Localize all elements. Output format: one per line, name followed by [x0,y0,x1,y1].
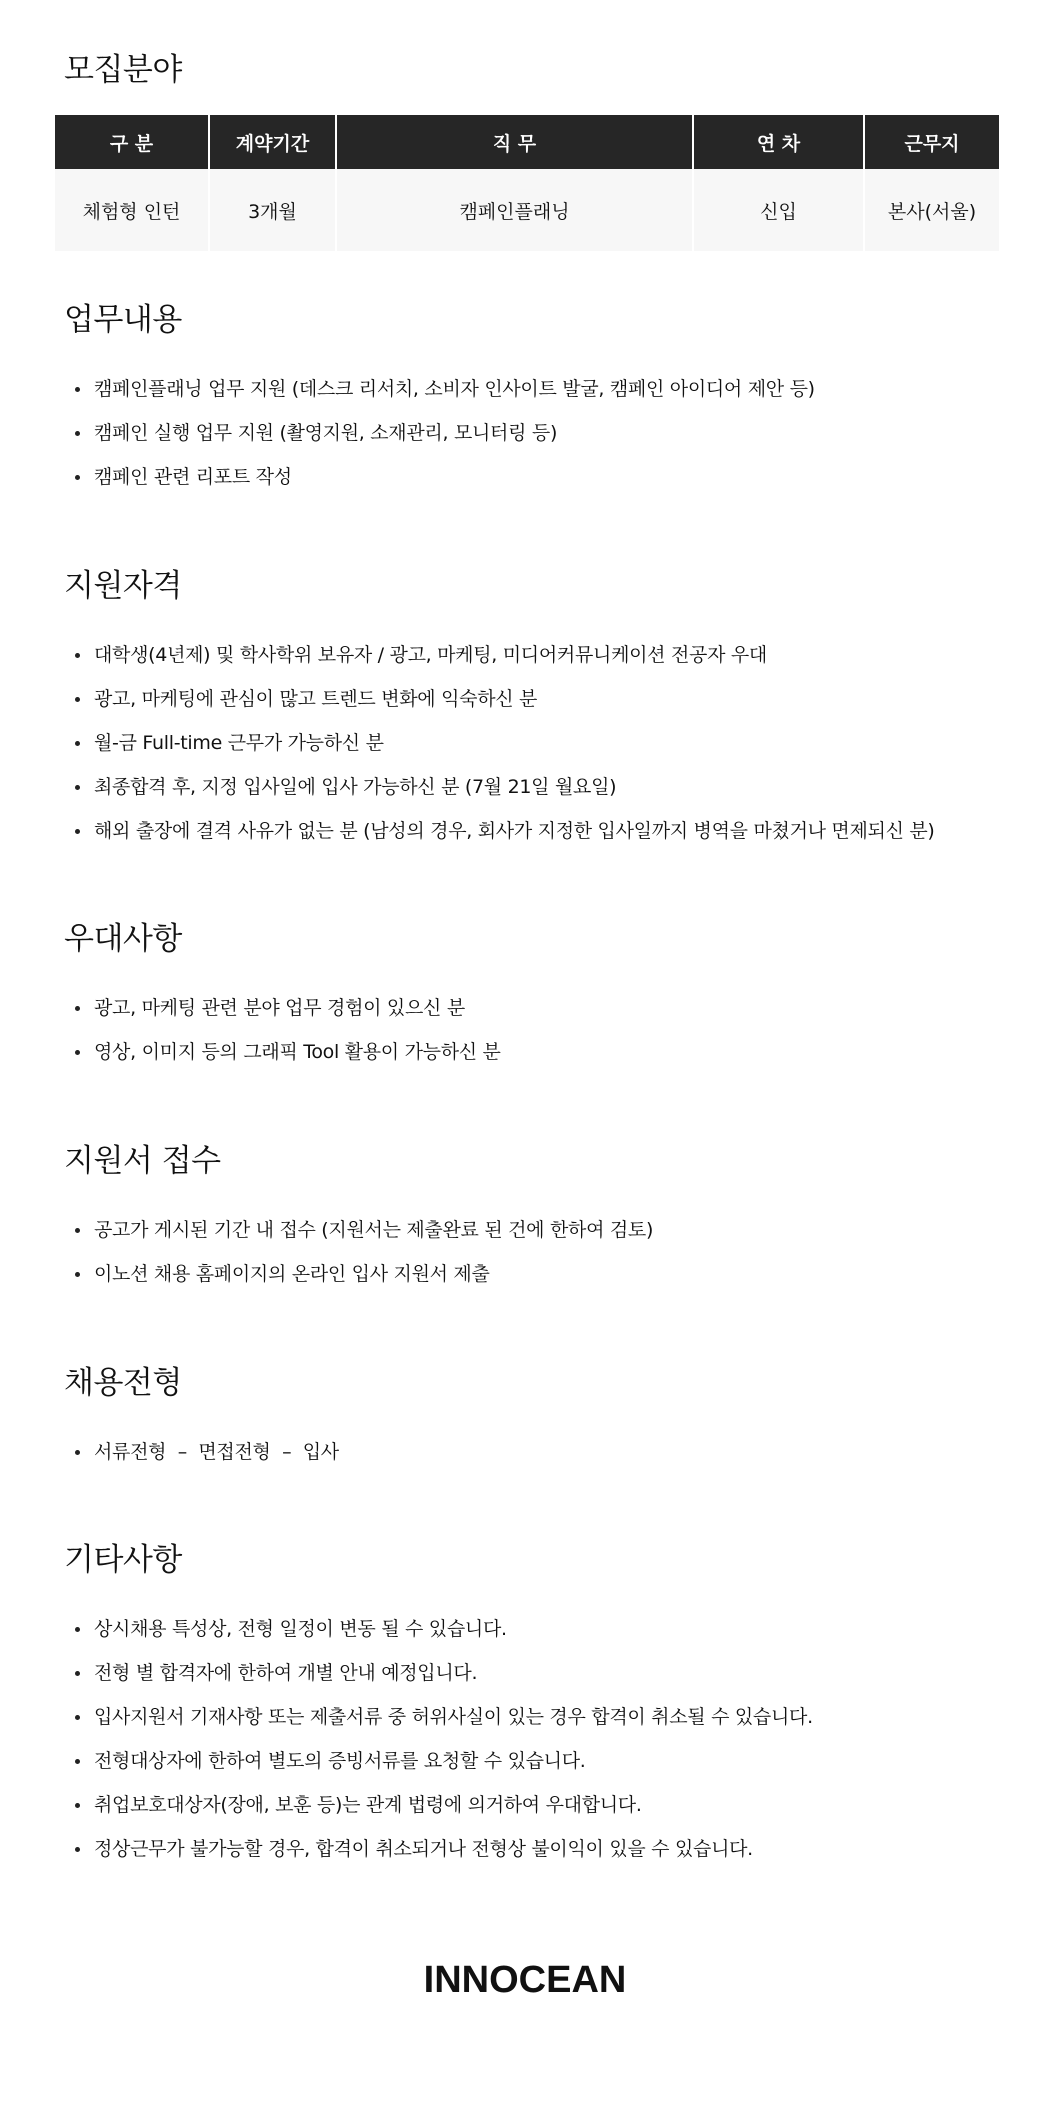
list-item: 이노션 채용 홈페이지의 온라인 입사 지원서 제출 [64,1252,653,1296]
application-section-title: 지원서 접수 [64,1143,221,1179]
list-item: 캠페인 관련 리포트 작성 [64,455,815,499]
duties-list [64,367,815,499]
preferences-section-title: 우대사항 [64,921,182,957]
duties-section-title: 업무내용 [64,302,182,338]
application-list [64,1208,653,1296]
list-item: 상시채용 특성상, 전형 일정이 변동 될 수 있습니다. [64,1607,813,1651]
table-row [55,169,999,251]
others-section-title: 기타사항 [64,1542,182,1578]
cell-location: 본사(서울) [865,169,999,251]
others-list [64,1607,813,1871]
header-location: 근무지 [865,115,999,169]
innocean-logo: INNOCEAN [423,1959,627,2001]
header-contract-period: 계약기간 [210,115,337,169]
list-item: 정상근무가 불가능할 경우, 합격이 취소되거나 전형상 불이익이 있을 수 있습니다. [64,1827,813,1871]
list-item: 전형대상자에 한하여 별도의 증빙서류를 요청할 수 있습니다. [64,1739,813,1783]
recruit-table-header-row [55,115,999,169]
header-job: 직 무 [337,115,694,169]
list-item: 월-금 Full-time 근무가 가능하신 분 [64,721,935,765]
list-item: 전형 별 합격자에 한하여 개별 안내 예정입니다. [64,1651,813,1695]
qualifications-section-title: 지원자격 [64,568,182,604]
qualifications-list [64,633,935,853]
cell-contract-period: 3개월 [210,169,337,251]
list-item: 취업보호대상자(장애, 보훈 등)는 관계 법령에 의거하여 우대합니다. [64,1783,813,1827]
list-item: 입사지원서 기재사항 또는 제출서류 중 허위사실이 있는 경우 합격이 취소될 수 있습니다. [64,1695,813,1739]
list-item: 최종합격 후, 지정 입사일에 입사 가능하신 분 (7월 21일 월요일) [64,765,935,809]
header-experience: 연 차 [694,115,865,169]
list-item: 대학생(4년제) 및 학사학위 보유자 / 광고, 마케팅, 미디어커뮤니케이션 전공자 우대 [64,633,935,677]
list-item: 광고, 마케팅에 관심이 많고 트렌드 변화에 익숙하신 분 [64,677,935,721]
process-section-title: 채용전형 [64,1365,182,1401]
cell-experience: 신입 [694,169,865,251]
list-item: 공고가 게시된 기간 내 접수 (지원서는 제출완료 된 건에 한하여 검토) [64,1208,653,1252]
cell-category: 체험형 인턴 [55,169,210,251]
list-item: 영상, 이미지 등의 그래픽 Tool 활용이 가능하신 분 [64,1030,501,1074]
list-item: 캠페인 실행 업무 지원 (촬영지원, 소재관리, 모니터링 등) [64,411,815,455]
process-list [64,1430,339,1474]
recruit-section-title: 모집분야 [64,52,182,88]
cell-job: 캠페인플래닝 [337,169,694,251]
list-item: 캠페인플래닝 업무 지원 (데스크 리서치, 소비자 인사이트 발굴, 캠페인 아이디어 제안 등) [64,367,815,411]
list-item: 광고, 마케팅 관련 분야 업무 경험이 있으신 분 [64,986,501,1030]
header-category: 구 분 [55,115,210,169]
preferences-list [64,986,501,1074]
list-item: 해외 출장에 결격 사유가 없는 분 (남성의 경우, 회사가 지정한 입사일까지 병역을 마쳤거나 면제되신 분) [64,809,935,853]
recruit-table [55,115,999,251]
list-item: 서류전형 – 면접전형 – 입사 [64,1430,339,1474]
